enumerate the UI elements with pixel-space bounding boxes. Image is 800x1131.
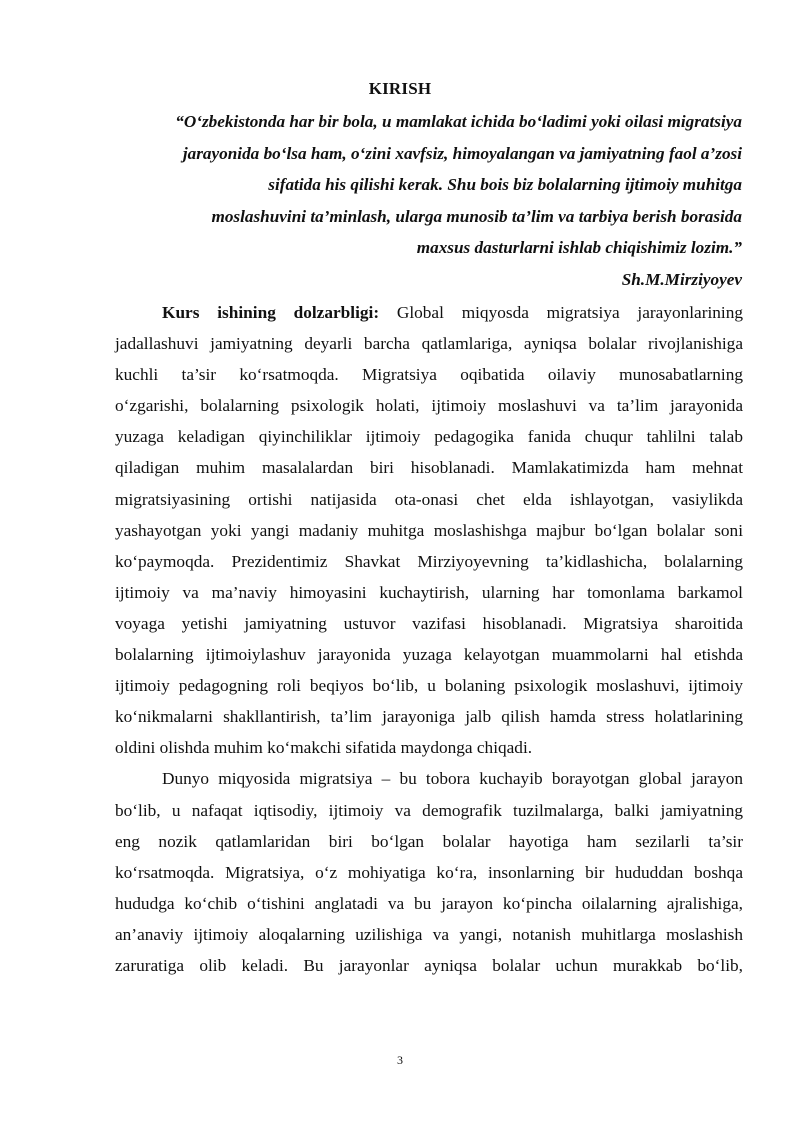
paragraph-line: oldini olishda muhim ko‘makchi sifatida maydonga chiqadi. [115,738,533,758]
paragraph-line: zaruratiga olib keladi. Bu jarayonlar ayniqsa bolalar uchun murakkab bo‘lib, [115,955,743,975]
paragraph-migration [115,763,743,981]
page-number: 3 [397,1053,403,1067]
relevance-lead: Kurs ishining dolzarbligi: [162,303,380,322]
epigraph-line: jarayonida bo‘lsa ham, o‘zini xavfsiz, himoyalangan va jamiyatning faol a’zosi [182,143,742,163]
paragraph-line: migratsiyasining ortishi natijasida ota-onasi chet elda ishlayotgan, vasiylikda [115,489,743,509]
section-heading: KIRISH [368,79,432,98]
body-text [115,297,743,981]
paragraph-line: yuzaga keladigan qiyinchiliklar ijtimoiy pedagogika fanida chuqur tahlilni talab [115,427,743,447]
paragraph-line [115,297,743,328]
epigraph-line: “O‘zbekistonda har bir bola, u mamlakat ichida bo‘ladimi yoki oilasi migratsiya [175,112,742,131]
paragraph-line: Dunyo miqyosida migratsiya – bu tobora kuchayib borayotgan global jarayon [162,769,743,789]
paragraph-line: ko‘rsatmoqda. Migratsiya, o‘z mohiyatiga ko‘ra, insonlarning bir hududdan boshqa [115,862,743,882]
paragraph-line: ijtimoiy va ma’naviy himoyasini kuchaytirish, ularning har tomonlama barkamol [115,582,743,602]
epigraph-line: moslashuvini ta’minlash, ularga munosib ta’lim va tarbiya berish borasida [211,206,742,226]
paragraph-line: o‘zgarishi, bolalarning psixologik holati, ijtimoiy moslashuvi va ta’lim jarayonida [115,396,743,416]
paragraph-line: voyaga yetishi jamiyatning ustuvor vazifasi hisoblanadi. Migratsiya sharoitida [115,613,743,633]
paragraph-line: ko‘nikmalarni shakllantirish, ta’lim jarayoniga jalb qilish hamda stress holatlarining [115,707,743,727]
paragraph-line: ko‘paymoqda. Prezidentimiz Shavkat Mirziyoyevning ta’kidlashicha, bolalarning [115,551,743,571]
paragraph-line: hududga ko‘chib o‘tishini anglatadi va bu jarayon ko‘pincha oilalarning ajralishiga, [115,893,743,913]
paragraph-line: bolalarning ijtimoiylashuv jarayonida yuzaga kelayotgan muammolarni hal etishda [115,645,743,665]
paragraph-line-text: Global miqyosda migratsiya jarayonlarining [379,303,743,322]
paragraph-line: kuchli ta’sir ko‘rsatmoqda. Migratsiya oqibatida oilaviy munosabatlarning [115,365,743,385]
epigraph-author: Sh.M.Mirziyoyev [621,269,742,289]
paragraph-line: ijtimoiy pedagogning roli beqiyos bo‘lib, u bolaning psixologik moslashuvi, ijtimoiy [115,676,743,696]
paragraph-line: qiladigan muhim masalalardan biri hisoblanadi. Mamlakatimizda ham mehnat [115,458,743,478]
paragraph-relevance [115,297,743,763]
paragraph-line: yashayotgan yoki yangi madaniy muhitga moslashishga majbur bo‘lgan bolalar soni [115,520,743,540]
epigraph-quote [112,106,742,295]
paragraph-line: eng nozik qatlamlaridan biri bo‘lgan bolalar hayotiga ham sezilarli ta’sir [115,831,743,851]
epigraph-line: maxsus dasturlarni ishlab chiqishimiz lozim.” [416,238,742,257]
paragraph-line: bo‘lib, u nafaqat iqtisodiy, ijtimoiy va demografik tuzilmalarga, balki jamiyatning [115,800,743,820]
paragraph-line: an’anaviy ijtimoiy aloqalarning uzilishiga va yangi, notanish muhitlarga moslashish [115,924,743,944]
epigraph-line: sifatida his qilishi kerak. Shu bois biz bolalarning ijtimoiy muhitga [268,175,742,194]
paragraph-line: jadallashuvi jamiyatning deyarli barcha qatlamlariga, ayniqsa bolalar rivojlanishiga [115,334,743,354]
